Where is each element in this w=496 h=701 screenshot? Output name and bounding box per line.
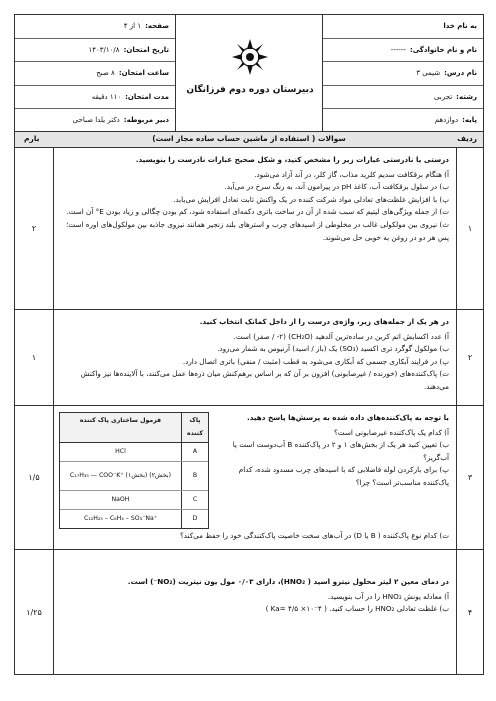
question-body	[53, 310, 457, 405]
question-item: پ) با افزایش غلظت‌های تعادلی مواد شرکت کننده در یک واکنش ثابت تعادل افزایش می‌یابد.	[173, 194, 449, 204]
detergent-formula: NaOH	[111, 495, 130, 503]
question-intro: با توجه به پاک‌کننده‌های داده شده به پرسش‌ها پاسخ دهید.	[246, 413, 449, 422]
student-name: نام و نام خانوادگی:------	[323, 39, 483, 63]
exam-header	[14, 14, 484, 132]
questions-column-header	[14, 132, 484, 148]
school-emblem-icon	[230, 37, 270, 77]
bismillah: به نام خدا	[323, 15, 483, 39]
detergent-formula: C₁₂H₂₅ – C₆H₄ – SO₃⁻Na⁺	[83, 514, 158, 522]
question-item: ب) غلظت تعادلی HNO₂ را حساب کنید. ( Ka= ۴/۵ ×۱۰⁻۴ )	[265, 604, 449, 614]
question-number: ۱	[456, 148, 483, 309]
question-intro: درستی یا نادرستی عبارات زیر را مشخص کنید، و شکل صحیح عبارات نادرست را بنویسید.	[135, 155, 449, 164]
question-score: ۱/۵	[15, 406, 54, 549]
exam-info	[15, 15, 176, 131]
question-row-2	[15, 310, 483, 406]
exam-duration: مدت امتحان:۱۱۰ دقیقه	[15, 86, 175, 110]
question-item: پ) در فرایند آبکاری جسمی که آبکاری می‌شود به قطب (مثبت / منفی) باتری اتصال دارد.	[182, 356, 449, 366]
detergent-formula-header: فرمول ساختاری پاک کننده	[79, 417, 162, 424]
detergent-table-header	[60, 413, 208, 443]
detergent-letter-header: پاک کننده	[181, 413, 208, 442]
question-score: ۲	[15, 148, 54, 309]
field-of-study: رشته:تجربی	[323, 86, 483, 110]
question-row-3	[15, 406, 483, 550]
detergent-letter: C	[181, 491, 208, 509]
question-item: ت) پاک‌کننده‌های (خورنده / غیرصابونی) افزون بر آن که بر اساس برهم‌کنش میان ذره‌ها عمل می‌کنند، با آلاینده‌ها نیز واکنش می‌دهند.	[80, 369, 449, 391]
detergent-letter: D	[181, 510, 208, 528]
detergent-letter: B	[181, 462, 208, 490]
question-body	[53, 550, 457, 674]
question-intro: در هر یک از جمله‌های زیر، واژه‌ی درست را از داخل کمانک انتخاب کنید.	[199, 317, 449, 326]
question-item: ث) نیروی بین مولکولی غالب در مخلوطی از اسیدهای چرب و استرهای بلند زنجیر همانند نیروی جاذبه بین مولکول‌های اوره است؛ پس هر دو در روغن به خوبی حل می‌شوند.	[66, 219, 449, 242]
score-label: بارم	[24, 134, 40, 143]
question-item: پ) برای بازکردن لوله فاضلابی که با اسیدهای چرب مسدود شده، کدام پاک‌کننده مناسب‌تر است؟ چرا؟	[238, 465, 449, 487]
course-name: نام درس:شیمی ۳	[323, 62, 483, 86]
student-info	[322, 15, 483, 131]
question-number: ۲	[456, 310, 483, 405]
detergent-formula: HCl	[115, 447, 126, 455]
question-body	[53, 406, 457, 549]
detergent-row	[60, 510, 208, 528]
question-body	[53, 148, 457, 309]
question-item: آ) کدام یک پاک‌کننده غیرصابونی است؟	[333, 427, 449, 437]
questions-table	[14, 148, 484, 675]
question-item: ت) کدام نوع پاک‌کننده ( B یا D) در آب‌های سخت خاصیت پاک‌کنندگی خود را حفظ می‌کند؟	[179, 531, 449, 541]
questions-label: سوالات ( استفاده از ماشین حساب ساده مجاز است)	[152, 134, 346, 143]
question-intro: در دمای معین ۲ لیتر محلول نیترو اسید ( HNO₂)، دارای ۰/۰۳ مول یون نیتریت (NO₂⁻) است.	[127, 577, 449, 586]
question-item: ب) در سلول برقکافت آب، کاغذ pH در پیرامون آند، به رنگ سرخ در می‌آید.	[224, 182, 449, 192]
question-3-text	[219, 406, 457, 490]
teacher-name: دبیر مربوطه:دکتر یلدا صباحی	[72, 116, 169, 125]
question-item: ب) تعیین کنید هر یک از بخش‌های ۱ و ۲ در پاک‌کننده B آب‌دوست است یا آب‌گریز؟	[232, 440, 449, 462]
question-item: ت) از جمله ویژگی‌های لیتیم که سبب شده از آن در ساخت باتری دکمه‌ای استفاده شود، کم بودن چگالی و زیاد بودن E° آن است.	[66, 207, 449, 217]
question-item: آ) عدد اکسایش اتم کربن در ساده‌ترین آلدهید (CH₂O) (۲- / صفر) است.	[233, 331, 449, 341]
grade-level: پایه:دوازدهم	[434, 116, 477, 125]
question-item: آ) معادله یونش HNO₂ را در آب بنویسید.	[327, 591, 449, 601]
row-label: ردیف	[457, 134, 477, 143]
detergent-row	[60, 491, 208, 510]
question-row-4	[15, 550, 483, 674]
question-item: آ) هنگام برقکافت سدیم کلرید مذاب، گاز کلر، در آند آزاد می‌شود.	[254, 169, 449, 179]
exam-time: ساعت امتحان:۸ صبح	[15, 62, 175, 86]
question-number: ۴	[456, 550, 483, 674]
detergent-table	[59, 412, 209, 529]
question-number: ۳	[456, 406, 483, 549]
question-item: ب) مولکول گوگرد تری اکسید (SO₃) یک (باز / اسید) آرنیوس به شمار می‌رود.	[217, 344, 449, 354]
page-number: صفحه:۱ از ۴	[15, 15, 175, 39]
school-name: دبیرستان دوره دوم فرزانگان	[186, 85, 314, 95]
detergent-letter: A	[181, 443, 208, 461]
detergent-formula: C₁₇H₃₅ — COO⁻K⁺ (بخش۱) (بخش۲)	[69, 471, 172, 479]
question-row-1	[15, 148, 483, 310]
school-block	[175, 15, 325, 131]
question-score: ۱	[15, 310, 54, 405]
exam-date: تاریخ امتحان:۱۴۰۳/۱۰/۸	[15, 39, 175, 63]
question-score: ۱/۲۵	[15, 550, 54, 674]
detergent-row	[60, 462, 208, 491]
detergent-row	[60, 443, 208, 462]
